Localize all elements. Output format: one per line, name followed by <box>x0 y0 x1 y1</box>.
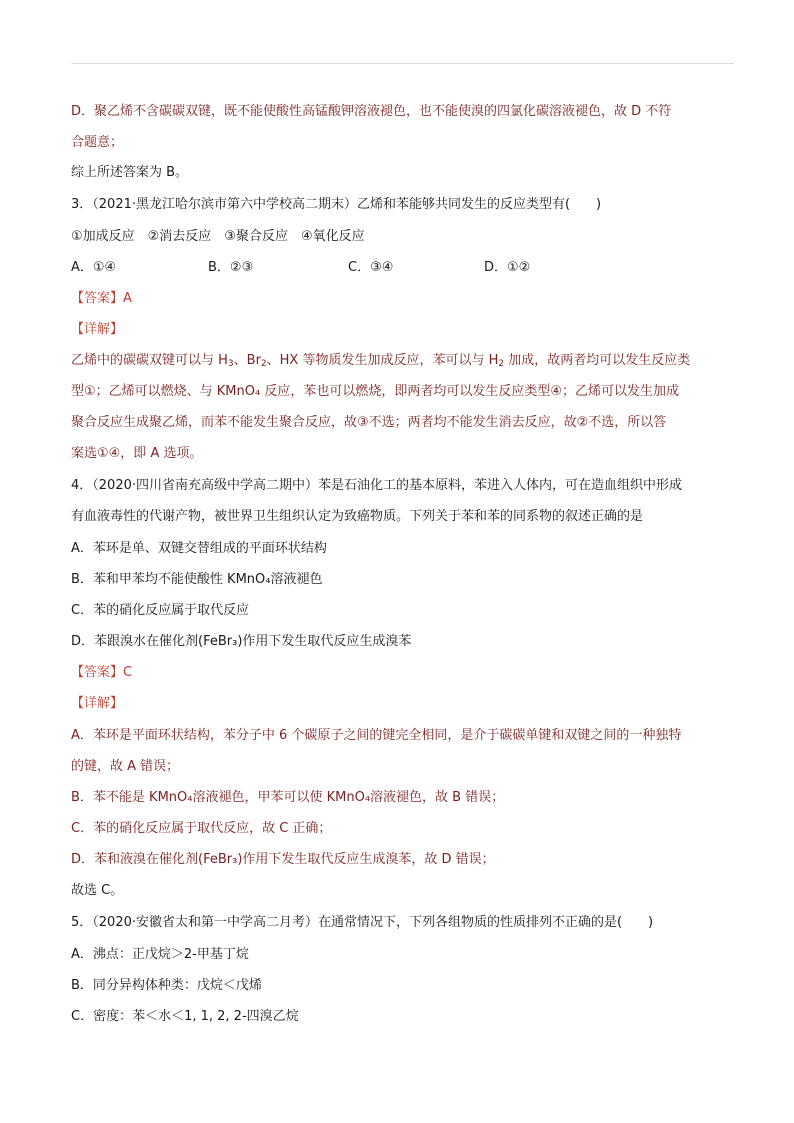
q4-option-d: D．苯跟溴水在催化剂(FeBr₃)作用下发生取代反应生成溴苯 <box>71 634 412 649</box>
q4-explain-a-line-2: 的键，故 A 错误； <box>71 759 180 774</box>
q3-answer: 【答案】A <box>71 291 132 306</box>
q5-stem: 5．（2020·安徽省太和第一中学高二月考）在通常情况下，下列各组物质的性质排列不正确的是( ) <box>71 915 654 930</box>
q4-option-b: B．苯和甲苯均不能使酸性 KMnO₄溶液褪色 <box>71 572 323 587</box>
q4-explain-a-line-1: A．苯环是平面环状结构，苯分子中 6 个碳原子之间的键完全相同，是介于碳碳单键和双键之间的一种独特 <box>71 728 682 743</box>
q4-explain-b: B．苯不能是 KMnO₄溶液褪色，甲苯可以使 KMnO₄溶液褪色，故 B 错误； <box>71 790 505 805</box>
q4-answer: 【答案】C <box>71 665 133 680</box>
q3-stem: 3．（2021·黑龙江哈尔滨市第六中学校高二期末）乙烯和苯能够共同发生的反应类型有( ) <box>71 197 602 212</box>
q3-option-b: B．②③ <box>208 260 254 275</box>
q3-option-d: D．①② <box>484 260 531 275</box>
q4-option-c: C．苯的硝化反应属于取代反应 <box>71 603 250 618</box>
q4-conclusion: 故选 C。 <box>71 883 124 898</box>
q4-detail-tag: 【详解】 <box>71 696 124 711</box>
q5-option-c: C．密度：苯＜水＜1, 1, 2, 2-四溴乙烷 <box>71 1009 299 1024</box>
q2-option-d-explanation: D．聚乙烯不含碳碳双键，既不能使酸性高锰酸钾溶液褪色，也不能使溴的四氯化碳溶液褪色，故 D 不符 <box>71 104 672 119</box>
q3-detail-tag: 【详解】 <box>71 322 124 337</box>
q3-option-c: C．③④ <box>348 260 394 275</box>
q4-stem-line-2: 有血液毒性的代谢产物，被世界卫生组织认定为致癌物质。下列关于苯和苯的同系物的叙述正确的是 <box>71 509 644 524</box>
q3-explanation-line-2: 型①；乙烯可以燃烧、与 KMnO₄ 反应，苯也可以燃烧，即两者均可以发生反应类型④；乙烯可以发生加成 <box>71 384 679 399</box>
q5-option-a: A．沸点：正戊烷＞2-甲基丁烷 <box>71 947 249 962</box>
q2-option-d-explanation-cont: 合题意； <box>71 135 124 150</box>
q4-explain-c: C．苯的硝化反应属于取代反应，故 C 正确； <box>71 821 332 836</box>
header-rule <box>71 63 734 64</box>
q4-option-a: A．苯环是单、双键交替组成的平面环状结构 <box>71 541 327 556</box>
q3-items: ①加成反应 ②消去反应 ③聚合反应 ④氧化反应 <box>71 229 365 244</box>
q3-option-a: A．①④ <box>71 260 117 275</box>
q5-option-b: B．同分异构体种类：戊烷＜戊烯 <box>71 978 262 993</box>
q3-explanation-line-1: 乙烯中的碳碳双键可以与 $H_3$、$Br_2$、HX 等物质发生加成反应，苯可以与 $H_2$ 加成，故两者均可以发生反应类 <box>71 353 691 369</box>
q3-explanation-line-4: 案选①④，即 A 选项。 <box>71 446 203 461</box>
q2-summary: 综上所述答案为 B。 <box>71 165 189 180</box>
q4-stem-line-1: 4．（2020·四川省南充高级中学高二期中）苯是石油化工的基本原料，苯进入人体内，可在造血组织中形成 <box>71 478 682 493</box>
q4-explain-d: D．苯和液溴在催化剂(FeBr₃)作用下发生取代反应生成溴苯，故 D 错误； <box>71 852 495 867</box>
q3-explanation-line-3: 聚合反应生成聚乙烯，而苯不能发生聚合反应，故③不选；两者均不能发生消去反应，故②不选，所以答 <box>71 415 667 430</box>
